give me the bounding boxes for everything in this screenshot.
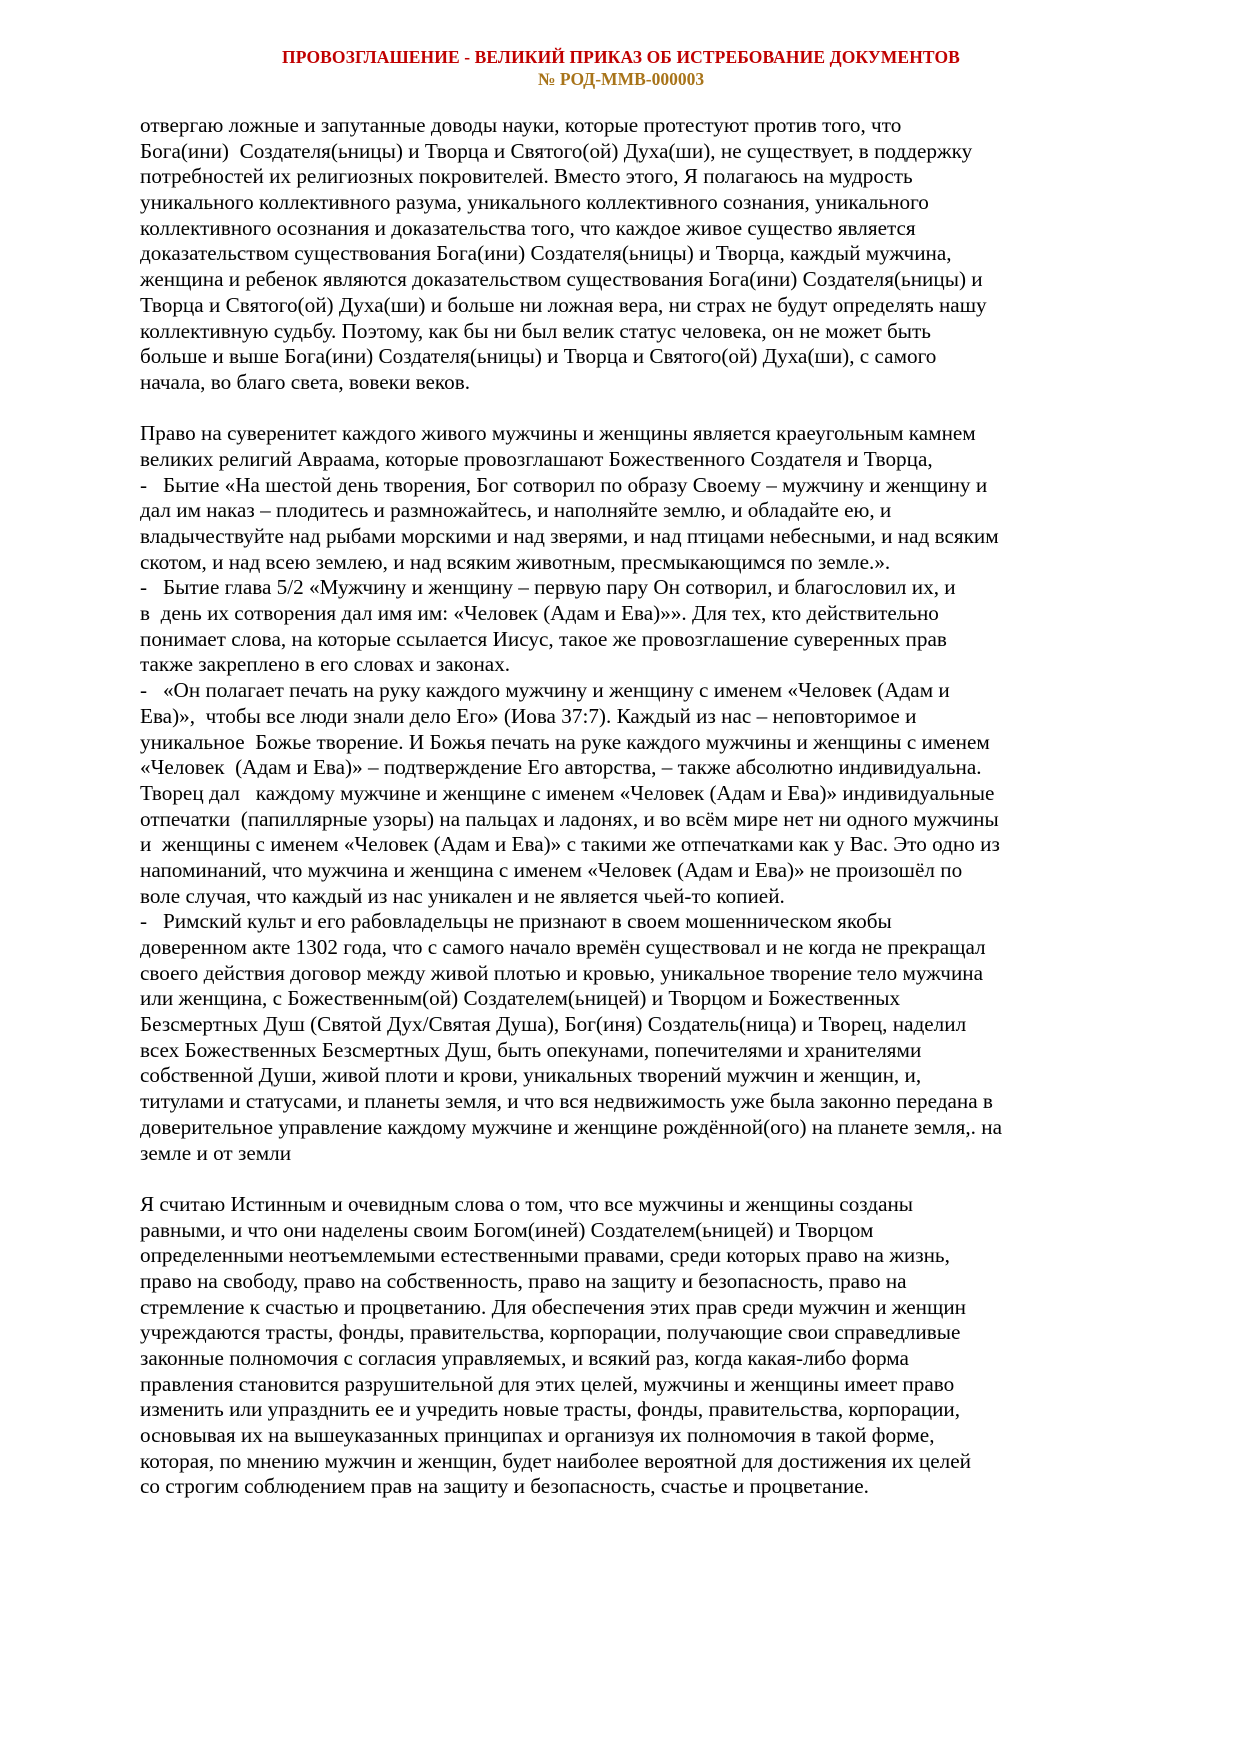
text-line: Я считаю Истинным и очевидным слова о том, что все мужчины и женщины созданы (140, 1191, 914, 1216)
document-title: ПРОВОЗГЛАШЕНИЕ - ВЕЛИКИЙ ПРИКАЗ ОБ ИСТРЕБОВАНИЕ ДОКУМЕНТОВ (282, 47, 960, 67)
text-line: также закреплено в его словах и законах. (140, 652, 511, 677)
text-line: «Человек (Адам и Ева)» – подтверждение Его авторства, – также абсолютно индивидуальна. (140, 755, 982, 780)
text-line: уникального коллективного разума, уникального коллективного сознания, уникального (140, 190, 929, 215)
text-line: больше и выше Бога(ини) Создателя(ьницы) и Творца и Святого(ой) Духа(ши), с самого (140, 344, 937, 369)
text-line: Творца и Святого(ой) Духа(ши) и больше ни ложная вера, ни страх не будут определять нашу (140, 292, 987, 317)
text-line: Право на суверенитет каждого живого мужчины и женщины является краеугольным камнем (140, 421, 976, 446)
text-line: которая, по мнению мужчин и женщин, будет наиболее вероятной для достижения их целей (140, 1448, 971, 1473)
text-line: напоминаний, что мужчина и женщина с именем «Человек (Адам и Ева)» не произошёл по (140, 857, 963, 882)
text-line: Ева)», чтобы все люди знали дело Его» (Иова 37:7). Каждый из нас – неповторимое и (140, 703, 917, 728)
text-line: дал им наказ – плодитесь и размножайтесь, и наполняйте землю, и обладайте ею, и (140, 498, 892, 523)
text-line: со строгим соблюдением прав на защиту и безопасность, счастье и процветание. (140, 1474, 869, 1499)
text-line: равными, и что они наделены своим Богом(иней) Создателем(ьницей) и Творцом (140, 1217, 874, 1242)
text-line: отпечатки (папиллярные узоры) на пальцах и ладонях, и во всём мире нет ни одного мужчины (140, 806, 999, 831)
text-line: женщина и ребенок являются доказательством существования Бога(ини) Создателя(ьницы) и (140, 267, 983, 292)
text-line: Творец дал каждому мужчине и женщине с именем «Человек (Адам и Ева)» индивидуальные (140, 780, 995, 805)
text-line: владычествуйте над рыбами морскими и над зверями, и над птицами небесными, и над всяким (140, 524, 999, 548)
text-line: - Бытие «На шестой день творения, Бог сотворил по образу Своему – мужчину и женщину и (140, 472, 988, 497)
text-line: или женщина, с Божественным(ой) Создателем(ьницей) и Творцом и Божественных (140, 986, 901, 1011)
text-line: начала, во благо света, вовеки веков. (140, 369, 471, 394)
text-line: в день их сотворения дал имя им: «Человек (Адам и Ева)»». Для тех, кто действительно (140, 601, 939, 626)
text-line: скотом, и над всею землею, и над всяким животным, пресмыкающимся по земле.». (140, 549, 891, 574)
text-line: собственной Души, живой плоти и крови, уникальных творений мужчин и женщин, и, (140, 1063, 922, 1088)
text-line: всех Божественных Безсмертных Душ, быть опекунами, попечителями и хранителями (140, 1037, 922, 1062)
text-line: титулами и статусами, и планеты земля, и что вся недвижимость уже была законно передана в (140, 1089, 993, 1114)
text-line: доверительное управление каждому мужчине и женщине рождённой(ого) на планете земля,. на (140, 1114, 1003, 1139)
text-line: отвергаю ложные и запутанные доводы науки, которые протестуют против того, что (140, 113, 902, 137)
text-line: право на свободу, право на собственность, право на защиту и безопасность, право на (140, 1268, 907, 1293)
paragraph (140, 1192, 1140, 1500)
text-line: основывая их на вышеуказанных принципах и организуя их полномочия в такой форме, (140, 1423, 935, 1448)
text-line: потребностей их религиозных покровителей. Вместо этого, Я полагаюсь на мудрость (140, 164, 913, 189)
document-header (0, 46, 1242, 90)
text-line: - Бытие глава 5/2 «Мужчину и женщину – первую пару Он сотворил, и благословил их, и (140, 575, 956, 600)
text-line: учреждаются трасты, фонды, правительства, корпорации, получающие свои справедливые (140, 1320, 961, 1345)
text-line: коллективную судьбу. Поэтому, как бы ни был велик статус человека, он не может быть (140, 318, 931, 343)
text-line: Бога(ини) Создателя(ьницы) и Творца и Святого(ой) Духа(ши), не существует, в поддержку (140, 138, 973, 163)
text-line: коллективного осознания и доказательства того, что каждое живое существо является (140, 215, 916, 240)
text-line: и женщины с именем «Человек (Адам и Ева)» с такими же отпечатками как у Вас. Это одно из (140, 832, 1000, 857)
document-body (140, 113, 1140, 1500)
text-line: великих религий Авраама, которые провозглашают Божественного Создателя и Творца, (140, 446, 933, 471)
text-line: стремление к счастью и процветанию. Для обеспечения этих прав среди мужчин и женщин (140, 1294, 967, 1319)
text-line: изменить или упразднить ее и учредить новые трасты, фонды, правительства, корпорации, (140, 1397, 961, 1422)
text-line: воле случая, что каждый из нас уникален и не является чьей-то копией. (140, 883, 785, 908)
text-line: законные полномочия с согласия управляемых, и всякий раз, когда какая-либо форма (140, 1346, 909, 1370)
text-line: Безсмертных Душ (Святой Дух/Святая Душа), Бог(иня) Создатель(ница) и Творец, наделил (140, 1012, 967, 1037)
text-line: понимает слова, на которые ссылается Иисус, такое же провозглашение суверенных прав (140, 626, 947, 651)
text-line: определенными неотъемлемыми естественными правами, среди которых право на жизнь, (140, 1243, 950, 1268)
text-line: своего действия договор между живой плотью и кровью, уникальное творение тело мужчина (140, 960, 984, 985)
text-line: доказательством существования Бога(ини) Создателя(ьницы) и Творца, каждый мужчина, (140, 241, 952, 266)
paragraph-spacer (140, 396, 1140, 422)
text-line: - Римский культ и его рабовладельцы не признают в своем мошенническом якобы (140, 909, 892, 934)
text-line: правления становится разрушительной для этих целей, мужчины и женщины имеет право (140, 1371, 955, 1396)
text-line: доверенном акте 1302 года, что с самого начало времён существовал и не когда не прекращал (140, 935, 986, 959)
document-number: № РОД-ММВ-000003 (537, 69, 705, 89)
text-line: уникальное Божье творение. И Божья печать на руке каждого мужчины и женщины с именем (140, 729, 990, 754)
text-line: - «Он полагает печать на руку каждого мужчину и женщину с именем «Человек (Адам и (140, 678, 950, 703)
text-line: земле и от земли (140, 1140, 292, 1165)
paragraph (140, 421, 1140, 1166)
paragraph-spacer (140, 1166, 1140, 1192)
paragraph (140, 113, 1140, 396)
